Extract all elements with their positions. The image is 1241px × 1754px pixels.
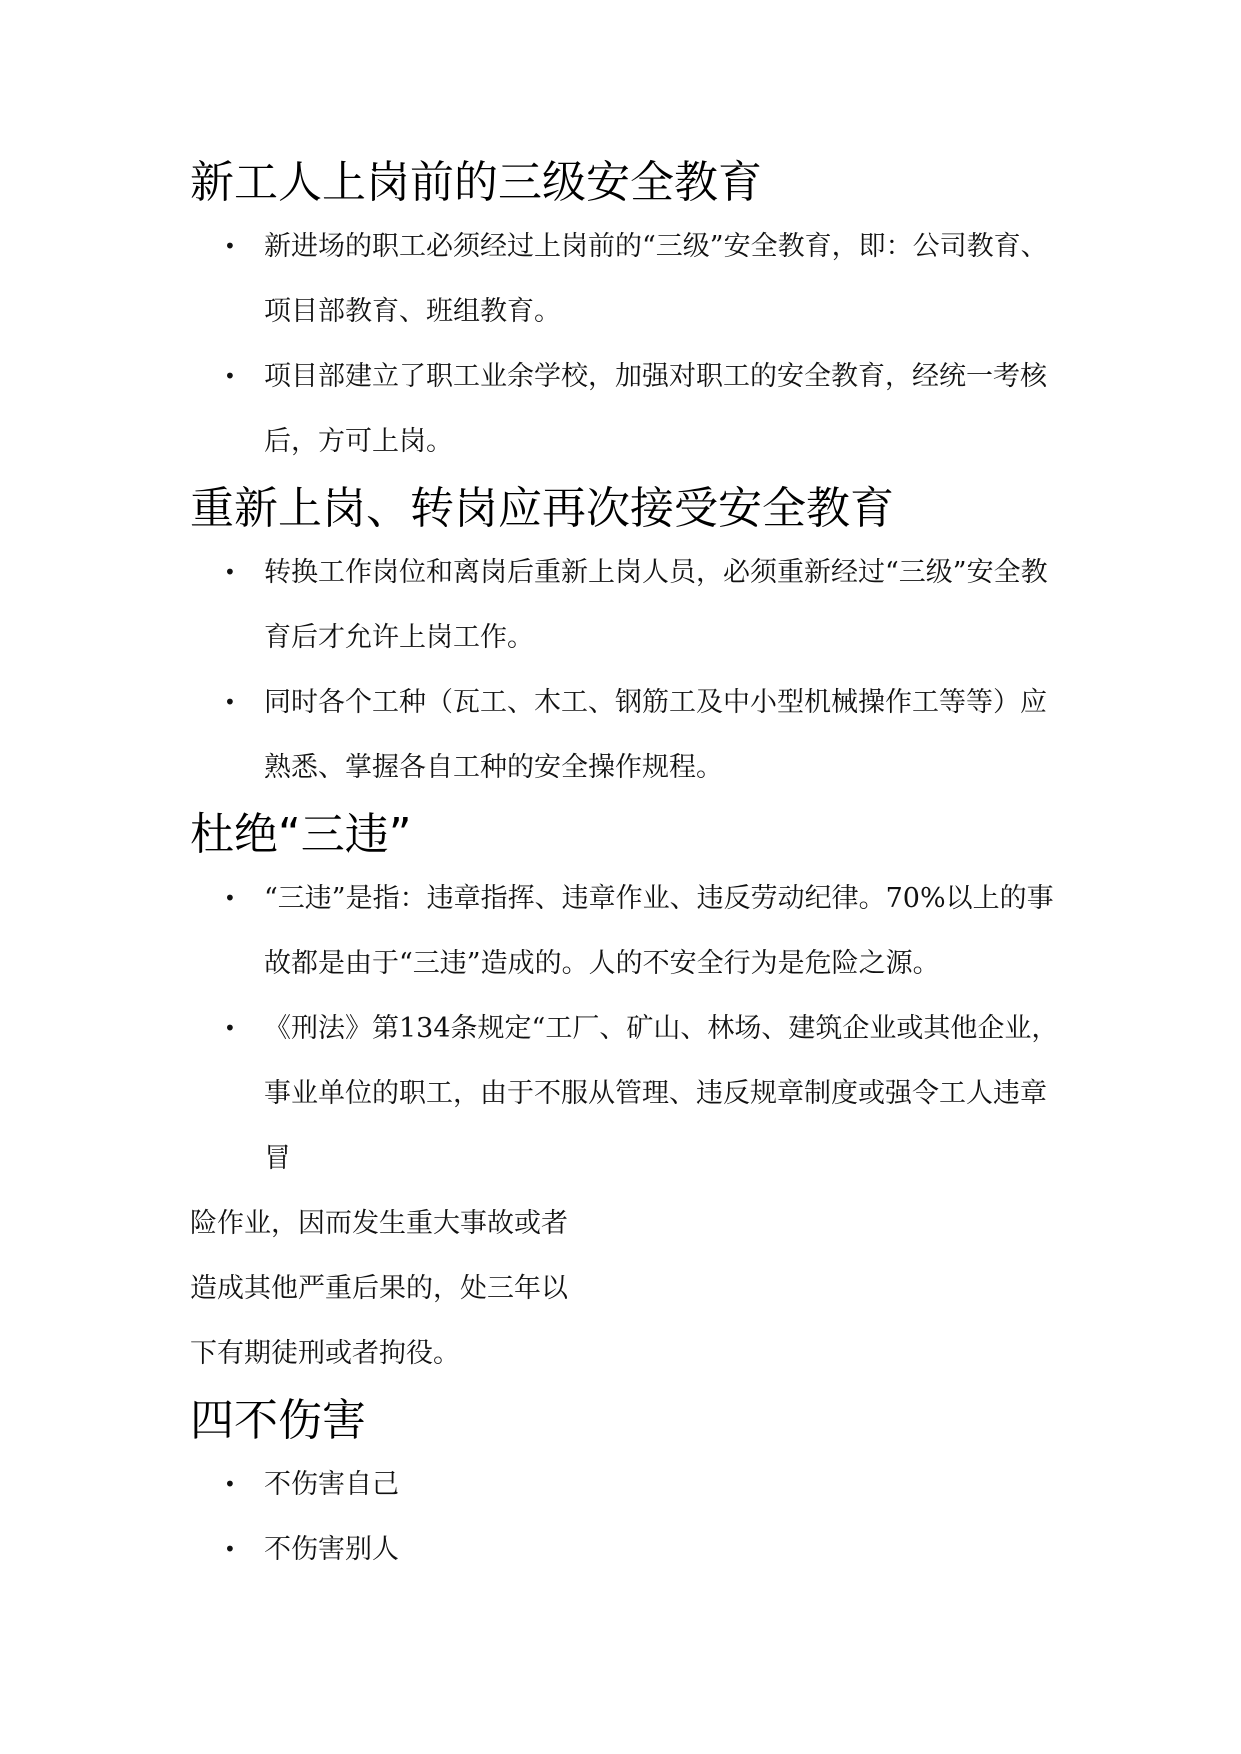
- bullet-dot-icon: •: [224, 1537, 236, 1561]
- bullet-dot-icon: •: [224, 1472, 236, 1496]
- section-heading-2: 重新上岗、转岗应再次接受安全教育: [190, 483, 894, 534]
- bullet-item: [190, 540, 1060, 670]
- bullet-item: [190, 866, 1060, 996]
- bullet-item: [190, 1452, 1060, 1517]
- bullet-item: [190, 1517, 1060, 1582]
- continuation-line: 造成其他严重后果的，处三年以: [190, 1273, 568, 1304]
- bullet-text: 不伤害自己: [264, 1469, 399, 1500]
- bullet-dot-icon: •: [224, 886, 236, 910]
- bullet-dot-icon: •: [224, 560, 236, 584]
- section-heading-4: 四不伤害: [190, 1395, 366, 1446]
- bullet-item: [190, 670, 1060, 800]
- bullet-dot-icon: •: [224, 690, 236, 714]
- continuation-line: 下有期徒刑或者拘役。: [190, 1338, 460, 1369]
- bullet-item: [190, 214, 1060, 344]
- section-heading-1: 新工人上岗前的三级安全教育: [190, 157, 762, 208]
- bullet-dot-icon: •: [224, 1016, 236, 1040]
- bullet-text: 项目部建立了职工业余学校，加强对职工的安全教育，经统一考核后，方可上岗。: [264, 361, 1047, 457]
- bullet-item: [190, 344, 1060, 474]
- bullet-item: [190, 996, 1060, 1191]
- bullet-text: 《刑法》第134条规定“工厂、矿山、林场、建筑企业或其他企业，事业单位的职工，由于不服从管理、违反规章制度或强令工人违章冒: [264, 1013, 1059, 1174]
- bullet-dot-icon: •: [224, 364, 236, 388]
- bullet-text: 转换工作岗位和离岗后重新上岗人员，必须重新经过“三级”安全教育后才允许上岗工作。: [264, 557, 1048, 653]
- bullet-dot-icon: •: [224, 234, 236, 258]
- bullet-text: “三违”是指：违章指挥、违章作业、违反劳动纪律。70%以上的事故都是由于“三违”造成的。人的不安全行为是危险之源。: [264, 883, 1054, 979]
- section-heading-3: 杜绝“三违”: [190, 809, 412, 860]
- bullet-text: 不伤害别人: [264, 1534, 399, 1565]
- bullet-text: 新进场的职工必须经过上岗前的“三级”安全教育，即：公司教育、项目部教育、班组教育。: [264, 231, 1048, 327]
- bullet-text: 同时各个工种（瓦工、木工、钢筋工及中小型机械操作工等等）应熟悉、掌握各自工种的安全操作规程。: [264, 687, 1047, 783]
- continuation-line: 险作业，因而发生重大事故或者: [190, 1208, 568, 1239]
